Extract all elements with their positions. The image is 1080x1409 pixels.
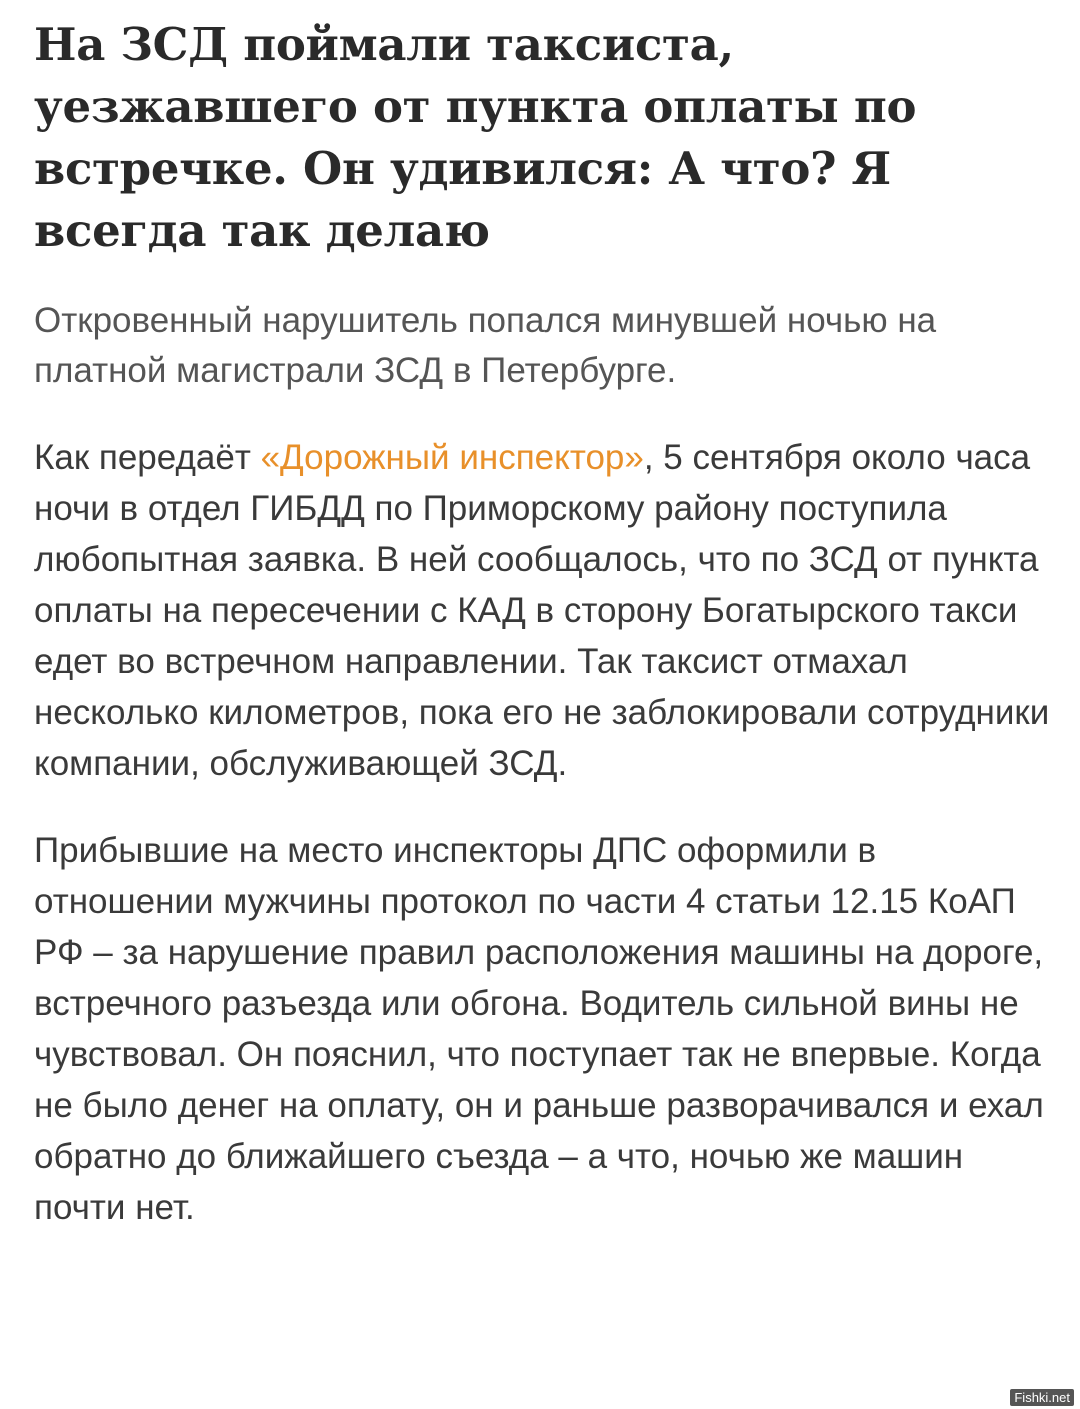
article-paragraph-2: Прибывшие на место инспекторы ДПС оформили в отношении мужчины протокол по части 4 статьи 12.15 КоАП РФ – за нарушение правил расположения машины на дороге, встречного разъезда или обгона. Водитель сильной вины не чувствовал. Он пояснил, что поступает так не впервые. Когда не было денег на оплату, он и раньше разворачивался и ехал обратно до ближайшего съезда – а что, ночью же машин почти нет. [34, 831, 1044, 1227]
paragraph-1-body: , 5 сентября около часа ночи в отдел ГИБДД по Приморскому району поступила любопытная заявка. В ней сообщалось, что по ЗСД от пункта оплаты на пересечении с КАД в сторону Богатырского такси едет во встречном направлении. Так таксист отмахал несколько километров, пока его не заблокировали сотрудники компании, обслуживающей ЗСД. [34, 438, 1050, 783]
paragraph-1-intro: Как передаёт [34, 438, 261, 477]
watermark-logo: Fishki.net [1010, 1389, 1074, 1406]
article-paragraph-1 [34, 432, 1054, 789]
article [34, 14, 1054, 1233]
article-lead: Откровенный нарушитель попался минувшей ночью на платной магистрали ЗСД в Петербурге. [34, 301, 937, 390]
source-link-road-inspector[interactable]: «Дорожный инспектор» [260, 438, 644, 477]
article-title: На ЗСД поймали таксиста, уезжавшего от пункта оплаты по встречке. Он удивился: А что? Я всегда так делаю [34, 18, 917, 257]
